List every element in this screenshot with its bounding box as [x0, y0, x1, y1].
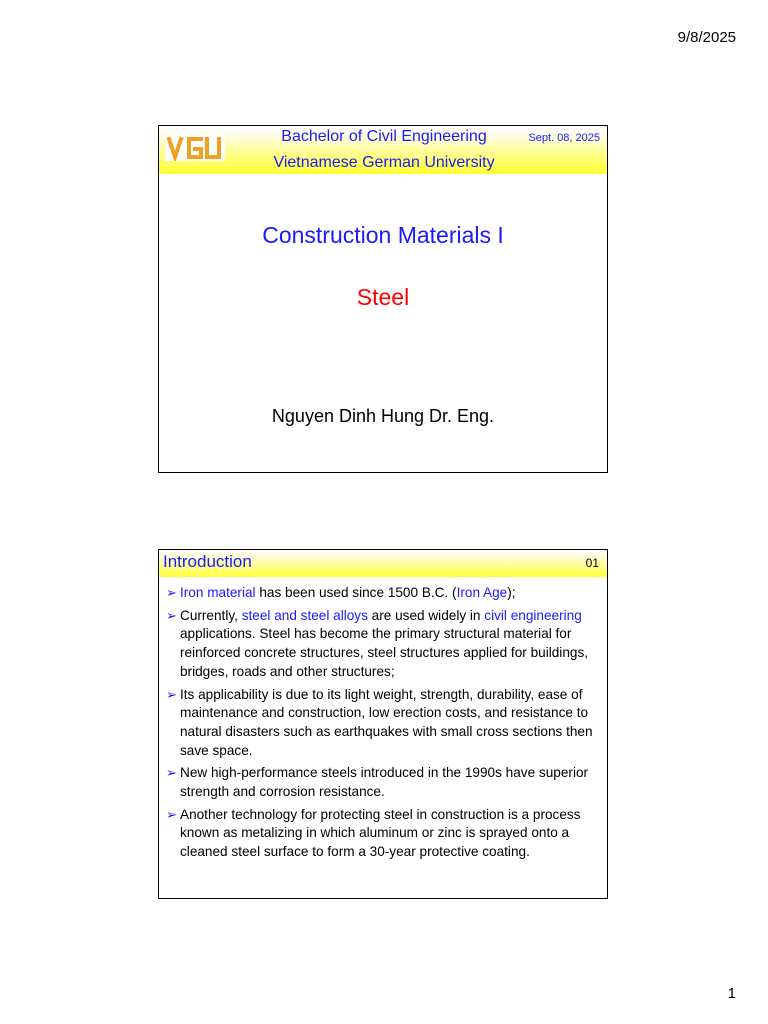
- author-name: Nguyen Dinh Hung Dr. Eng.: [271, 406, 495, 426]
- bullet-list: [166, 584, 598, 866]
- bullet-item: [166, 607, 598, 682]
- page-number: 1: [727, 985, 736, 1002]
- bullet-text: has been used since 1500 B.C. (: [255, 585, 457, 600]
- header-university: Vietnamese German University: [273, 154, 495, 171]
- header-program: Bachelor of Civil Engineering: [281, 128, 487, 145]
- arrow-bullet-icon: ➢: [166, 806, 177, 822]
- bullet-text: );: [507, 585, 516, 600]
- slide-number: 01: [585, 556, 599, 570]
- highlighted-text: Iron material: [180, 585, 256, 600]
- bullet-text: applications. Steel has become the primary structural material for reinforced concrete structures, steel structures applied for buildings, bridges, roads and other structures;: [180, 626, 589, 679]
- arrow-bullet-icon: ➢: [166, 585, 177, 600]
- bullet-item: [166, 806, 598, 862]
- section-title: Introduction: [163, 552, 252, 571]
- page-date: 9/8/2025: [677, 29, 736, 46]
- highlighted-text: Iron Age: [456, 585, 508, 600]
- bullet-item: [166, 686, 598, 761]
- bullet-item: [166, 764, 598, 801]
- slide-introduction: [158, 549, 608, 899]
- bullet-text: Another technology for protecting steel in construction is a process known as metalizing in which aluminum or zinc is sprayed onto a cleaned steel surface to form a 30-year protective coating.: [180, 806, 581, 860]
- arrow-bullet-icon: ➢: [166, 607, 177, 623]
- bullet-text: New high-performance steels introduced in the 1990s have superior strength and corrosion resistance.: [180, 765, 589, 800]
- bullet-text: Currently,: [180, 607, 242, 623]
- bullet-text: Its applicability is due to its light weight, strength, durability, ease of maintenance and construction, low erection costs, and resistance to natural disasters such as earthquakes with small cross sections then save space.: [180, 686, 593, 758]
- header-date: Sept. 08, 2025: [528, 132, 600, 144]
- slide-title: [158, 125, 608, 473]
- bullet-item: [166, 584, 598, 603]
- highlighted-text: civil engineering: [484, 607, 582, 623]
- bullet-text: are used widely in: [367, 607, 485, 623]
- highlighted-text: steel and steel alloys: [241, 607, 368, 623]
- arrow-bullet-icon: ➢: [166, 765, 177, 781]
- vgu-logo: [165, 135, 225, 161]
- lecture-subject: Steel: [356, 284, 410, 310]
- course-title: Construction Materials I: [262, 222, 504, 248]
- arrow-bullet-icon: ➢: [166, 686, 177, 702]
